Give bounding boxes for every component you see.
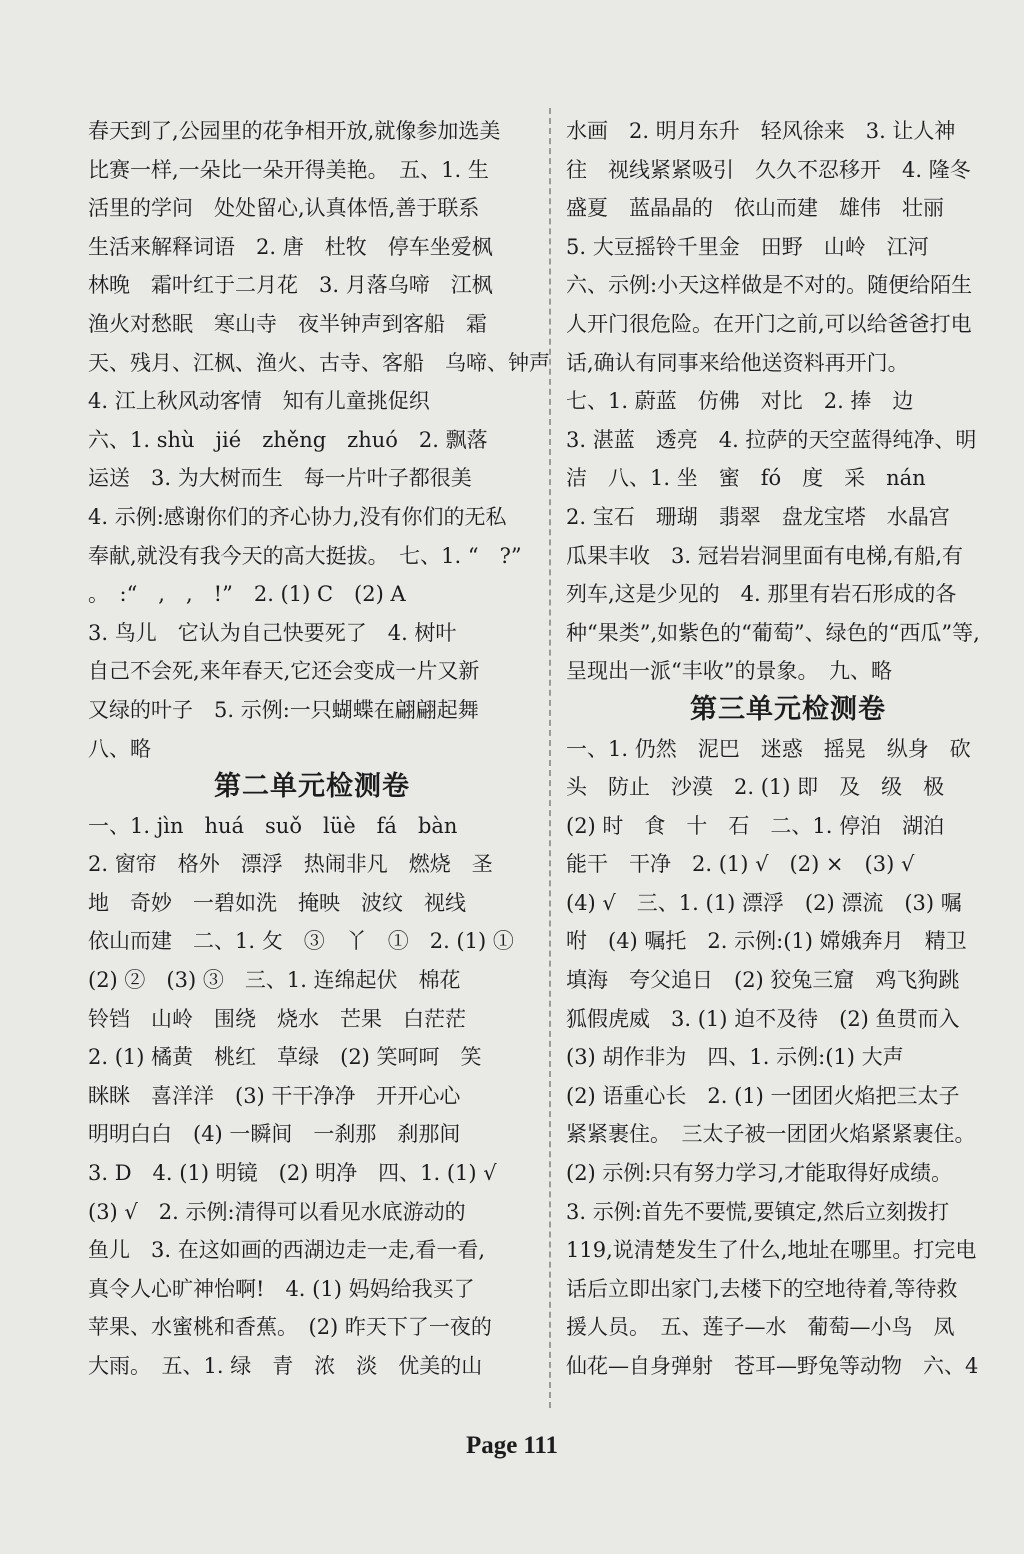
- left-lines-before: [88, 112, 550, 768]
- answer-line: 3. 湛蓝 透亮 4. 拉萨的天空蓝得纯净、明: [566, 427, 977, 452]
- answer-line: 话,确认有同事来给他送资料再开门。: [566, 350, 909, 375]
- answer-line: 填海 夸父追日 (2) 狡兔三窟 鸡飞狗跳: [566, 968, 960, 993]
- answer-line: 狐假虎威 3. (1) 迫不及待 (2) 鱼贯而入: [566, 1006, 960, 1031]
- answer-line: 苹果、水蜜桃和香蕉。 (2) 昨天下了一夜的: [88, 1315, 492, 1340]
- answer-line: (2) 语重心长 2. (1) 一团团火焰把三太子: [566, 1083, 960, 1108]
- answer-line: 真令人心旷神怡啊! 4. (1) 妈妈给我买了: [88, 1276, 475, 1301]
- answer-line: 列车,这是少见的 4. 那里有岩石形成的各: [566, 582, 957, 607]
- answer-line: 运送 3. 为大树而生 每一片叶子都很美: [88, 466, 472, 491]
- answer-line: 。 :“ , , !” 2. (1) C (2) A: [88, 582, 406, 607]
- answer-line: 2. 宝石 珊瑚 翡翠 盘龙宝塔 水晶宫: [566, 504, 950, 529]
- answer-line: 一、1. jìn huá suǒ lüè fá bàn: [88, 813, 458, 838]
- answer-line: 天、残月、江枫、渔火、古寺、客船 乌啼、钟声: [88, 350, 550, 375]
- answer-line: 六、示例:小天这样做是不对的。随便给陌生: [566, 273, 973, 298]
- answer-line: 七、1. 蔚蓝 仿佛 对比 2. 捧 边: [566, 389, 914, 414]
- answer-line: (2) 时 食 十 石 二、1. 停泊 湖泊: [566, 813, 945, 838]
- answer-line: 自己不会死,来年春天,它还会变成一片又新: [88, 659, 480, 684]
- answer-line: (3) √ 2. 示例:清得可以看见水底游动的: [88, 1199, 466, 1224]
- answer-line: 盛夏 蓝晶晶的 依山而建 雄伟 壮丽: [566, 196, 944, 221]
- right-lines-before: [566, 112, 1010, 691]
- answer-line: 2. (1) 橘黄 桃红 草绿 (2) 笑呵呵 笑: [88, 1045, 482, 1070]
- answer-line: 5. 大豆摇铃千里金 田野 山岭 江河: [566, 234, 929, 259]
- answer-line: 往 视线紧紧吸引 久久不忍移开 4. 隆冬: [566, 157, 971, 182]
- answer-line: 一、1. 仍然 泥巴 迷惑 摇晃 纵身 砍: [566, 736, 971, 761]
- answer-line: 地 奇妙 一碧如洗 掩映 波纹 视线: [88, 890, 466, 915]
- right-lines-after: [566, 730, 1010, 1386]
- answer-line: (2) ② (3) ③ 三、1. 连绵起伏 棉花: [88, 968, 461, 993]
- answer-line: 比赛一样,一朵比一朵开得美艳。 五、1. 生: [88, 157, 489, 182]
- answer-line: 人开门很危险。在开门之前,可以给爸爸打电: [566, 311, 972, 336]
- answer-line: 3. D 4. (1) 明镜 (2) 明净 四、1. (1) √: [88, 1161, 497, 1186]
- answer-line: 援人员。 五、莲子—水 葡萄—小鸟 凤: [566, 1315, 955, 1340]
- answer-line: 明明白白 (4) 一瞬间 一刹那 刹那间: [88, 1122, 461, 1147]
- answer-line: 咐 (4) 嘱托 2. 示例:(1) 嫦娥奔月 精卫: [566, 929, 967, 954]
- unit-2-heading: 第二单元检测卷: [214, 771, 410, 803]
- answer-line: 活里的学问 处处留心,认真体悟,善于联系: [88, 196, 480, 221]
- page-number: 111: [523, 1432, 559, 1459]
- answer-line: 渔火对愁眠 寒山寺 夜半钟声到客船 霜: [88, 311, 487, 336]
- page-footer: [0, 1432, 1024, 1460]
- answer-line: 水画 2. 明月东升 轻风徐来 3. 让人神: [566, 119, 956, 143]
- answer-line: 又绿的叶子 5. 示例:一只蝴蝶在翩翩起舞: [88, 697, 479, 722]
- answer-line: (2) 示例:只有努力学习,才能取得好成绩。: [566, 1161, 953, 1186]
- page-label: Page: [465, 1432, 518, 1459]
- answer-line: 能干 干净 2. (1) √ (2) × (3) √: [566, 852, 915, 877]
- answer-line: 眯眯 喜洋洋 (3) 干干净净 开开心心: [88, 1083, 461, 1108]
- answer-line: 洁 八、1. 坐 蜜 fó 度 采 nán: [566, 466, 926, 491]
- answer-line: 生活来解释词语 2. 唐 杜牧 停车坐爱枫: [88, 234, 493, 259]
- answer-line: 鱼儿 3. 在这如画的西湖边走一走,看一看,: [88, 1238, 486, 1263]
- answer-line: 呈现出一派“丰收”的景象。 九、略: [566, 659, 892, 684]
- answer-line: 瓜果丰收 3. 冠岩岩洞里面有电梯,有船,有: [566, 543, 964, 568]
- answer-line: 林晚 霜叶红于二月花 3. 月落乌啼 江枫: [88, 273, 493, 298]
- answer-line: 大雨。 五、1. 绿 青 浓 淡 优美的山: [88, 1354, 483, 1378]
- right-column: [566, 112, 1010, 1386]
- answer-line: 3. 示例:首先不要慌,要镇定,然后立刻拨打: [566, 1199, 950, 1224]
- answer-line: 紧紧裹住。 三太子被一团团火焰紧紧裹住。: [566, 1122, 976, 1147]
- answer-line: 头 防止 沙漠 2. (1) 即 及 级 极: [566, 775, 945, 800]
- unit-3-heading: 第三单元检测卷: [690, 693, 886, 725]
- answer-line: 依山而建 二、1. 攵 ③ 丫 ① 2. (1) ①: [88, 929, 514, 954]
- answer-line: (4) √ 三、1. (1) 漂浮 (2) 漂流 (3) 嘱: [566, 890, 962, 915]
- column-divider: [549, 108, 551, 1408]
- answer-line: 八、略: [88, 736, 151, 761]
- answer-line: 4. 示例:感谢你们的齐心协力,没有你们的无私: [88, 504, 507, 529]
- answer-line: 4. 江上秋风动客情 知有儿童挑促织: [88, 389, 430, 414]
- answer-line: 铃铛 山岭 围绕 烧水 芒果 白茫茫: [88, 1006, 466, 1031]
- answer-line: 2. 窗帘 格外 漂浮 热闹非凡 燃烧 圣: [88, 852, 493, 877]
- left-lines-after: [88, 807, 536, 1386]
- answer-line: 种“果类”,如紫色的“葡萄”、绿色的“西瓜”等,: [566, 620, 980, 645]
- answer-line: 春天到了,公园里的花争相开放,就像参加选美: [88, 119, 501, 143]
- answer-line: 奉献,就没有我今天的高大挺拔。 七、1. “ ?”: [88, 543, 522, 568]
- answer-line: 仙花—自身弹射 苍耳—野兔等动物 六、4: [566, 1354, 979, 1378]
- answer-line: 六、1. shù jié zhěng zhuó 2. 飘落: [88, 427, 488, 452]
- answer-line: 话后立即出家门,去楼下的空地待着,等待救: [566, 1276, 958, 1301]
- answer-line: (3) 胡作非为 四、1. 示例:(1) 大声: [566, 1045, 904, 1070]
- answer-line: 119,说清楚发生了什么,地址在哪里。打完电: [566, 1238, 977, 1263]
- left-column: [88, 112, 550, 1386]
- answer-line: 3. 鸟儿 它认为自己快要死了 4. 树叶: [88, 620, 457, 645]
